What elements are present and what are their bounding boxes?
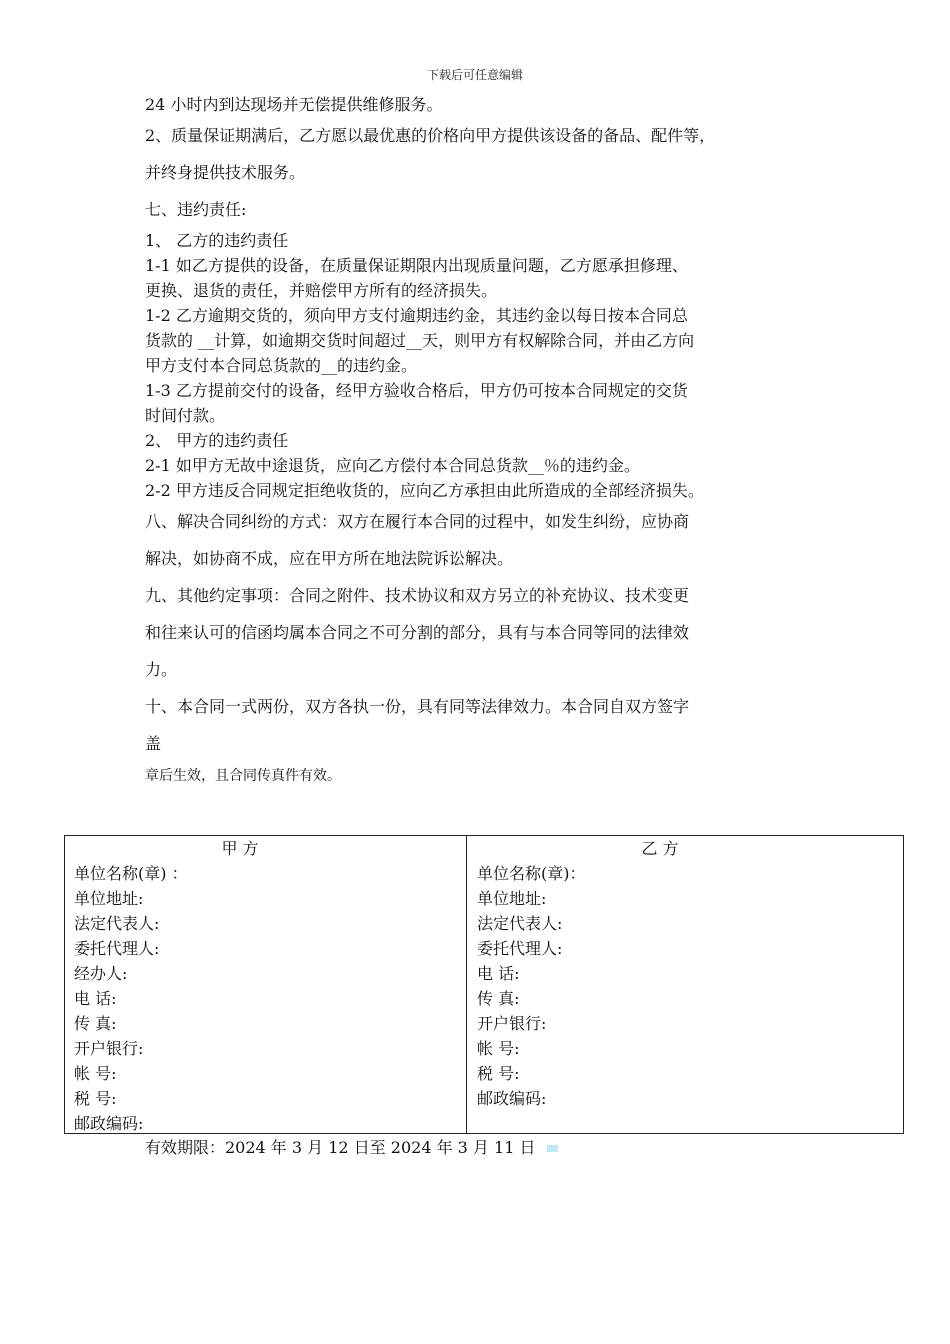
party-a-legal-rep: 法定代表人:: [74, 914, 160, 933]
clause-1-2-line3: 甲方支付本合同总货款的__的违约金。: [145, 356, 418, 375]
party-a-column: [65, 836, 467, 1133]
party-a-fax: 传 真:: [74, 1014, 117, 1033]
contract-body: [145, 92, 835, 790]
validity-period: [145, 1136, 558, 1160]
party-b-heading: 乙 方: [641, 839, 679, 858]
signature-table: [64, 835, 904, 1134]
party-a-account: 帐 号:: [74, 1064, 117, 1083]
section-other-line3: 力。: [145, 660, 178, 679]
party-b-fax: 传 真:: [477, 989, 520, 1008]
clause-2-1: 2-1 如甲方无故中途退货，应向乙方偿付本合同总货款__％的违约金。: [145, 456, 640, 475]
party-b-postcode: 邮政编码:: [477, 1089, 547, 1108]
clause-1-1-line1: 1-1 如乙方提供的设备，在质量保证期限内出现质量问题，乙方愿承担修理、: [145, 256, 688, 275]
party-b-tax-id: 税 号:: [477, 1064, 520, 1083]
section-other-line2: 和往来认可的信函均属本合同之不可分割的部分，具有与本合同等同的法律效: [145, 623, 690, 642]
party-a-phone: 电 话:: [74, 989, 117, 1008]
party-b-company-name: 单位名称(章)：: [477, 864, 586, 883]
clause-1-3-line2: 时间付款。: [145, 406, 226, 425]
party-b-address: 单位地址:: [477, 889, 547, 908]
subheading-buyer-breach: 2、 甲方的违约责任: [145, 431, 289, 450]
party-a-agent: 委托代理人:: [74, 939, 160, 958]
party-b-column: [467, 836, 903, 1133]
section-dispute-line2: 解决，如协商不成，应在甲方所在地法院诉讼解决。: [145, 549, 514, 568]
section-dispute-line1: 八、解决合同纠纷的方式：双方在履行本合同的过程中，如发生纠纷，应协商: [145, 512, 690, 531]
party-b-account: 帐 号:: [477, 1039, 520, 1058]
validity-period-text: 有效期限：2024 年 3 月 12 日至 2024 年 3 月 11 日: [145, 1138, 536, 1157]
section-copies-line3: 章后生效，且合同传真件有效。: [145, 768, 341, 784]
party-b-phone: 电 话:: [477, 964, 520, 983]
subheading-seller-breach: 1、 乙方的违约责任: [145, 231, 289, 250]
highlight-marker: [547, 1145, 558, 1152]
clause-1-2-line2: 货款的 __计算，如逾期交货时间超过__天，则甲方有权解除合同，并由乙方向: [145, 331, 695, 350]
clause-2-2: 2-2 甲方违反合同规定拒绝收货的，应向乙方承担由此所造成的全部经济损失。: [145, 481, 704, 500]
party-a-postcode: 邮政编码:: [74, 1114, 144, 1133]
party-a-tax-id: 税 号:: [74, 1089, 117, 1108]
paragraph-service-24h: 24 小时内到达现场并无偿提供维修服务。: [145, 95, 443, 114]
clause-1-3-line1: 1-3 乙方提前交付的设备，经甲方验收合格后，甲方仍可按本合同规定的交货: [145, 381, 688, 400]
party-a-bank: 开户银行:: [74, 1039, 144, 1058]
party-b-legal-rep: 法定代表人:: [477, 914, 563, 933]
clause-1-1-line2: 更换、退货的责任，并赔偿甲方所有的经济损失。: [145, 281, 498, 300]
party-a-address: 单位地址:: [74, 889, 144, 908]
party-a-heading: 甲 方: [221, 839, 259, 858]
section-copies-line2: 盖: [145, 734, 162, 753]
section-other-line1: 九、其他约定事项：合同之附件、技术协议和双方另立的补充协议、技术变更: [145, 586, 690, 605]
section-heading-breach: 七、违约责任:: [145, 200, 247, 219]
party-b-agent: 委托代理人:: [477, 939, 563, 958]
clause-1-2-line1: 1-2 乙方逾期交货的，须向甲方支付逾期违约金，其违约金以每日按本合同总: [145, 306, 688, 325]
paragraph-warranty-expiry-2: 并终身提供技术服务。: [145, 163, 306, 182]
party-a-company-name: 单位名称(章) ：: [74, 864, 188, 883]
paragraph-warranty-expiry-1: 2、质量保证期满后，乙方愿以最优惠的价格向甲方提供该设备的备品、配件等，: [145, 126, 716, 145]
party-b-bank: 开户银行:: [477, 1014, 547, 1033]
party-a-handler: 经办人:: [74, 964, 128, 983]
page-header: 下载后可任意编辑: [426, 68, 523, 82]
section-copies-line1: 十、本合同一式两份，双方各执一份，具有同等法律效力。本合同自双方签字: [145, 697, 690, 716]
